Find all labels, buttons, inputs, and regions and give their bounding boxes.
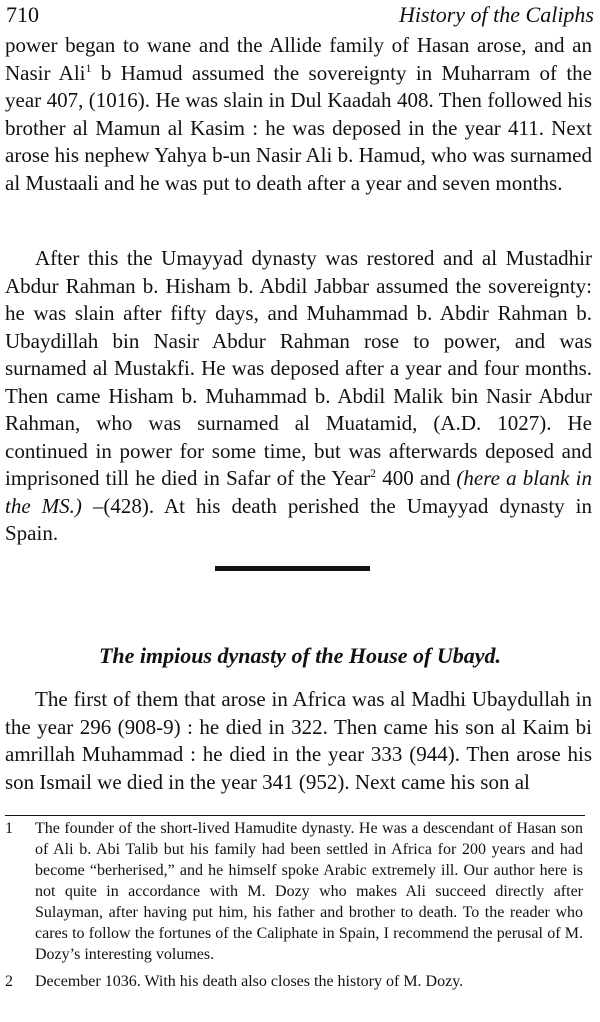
footnote-reference: 1	[85, 60, 92, 75]
paragraph-text: power began to wane and the Allide family of Hasan arose, and an Nasir Ali	[5, 33, 592, 85]
footnote-reference: 2	[370, 466, 377, 480]
italic-note: (here a blank in the MS.)	[5, 466, 592, 518]
page-header	[6, 2, 594, 30]
footnote-2	[5, 971, 583, 992]
paragraph-ubayd: The first of them that arose in Africa was al Madhi Ubaydullah in the year 296 (908-9) : he died in 322. Then came his son al Kaim bi amrillah Muhammad : he died in the year 333 (944). Then arose his son Ismail we died in the year 341 (952). Next came his son al	[5, 687, 592, 794]
running-title: History of the Caliphs	[399, 2, 594, 27]
footnote-rule	[5, 815, 585, 816]
footnote-number: 1	[5, 820, 13, 837]
paragraph-umayyad-restored	[5, 245, 592, 548]
paragraph-hamudite	[5, 32, 592, 197]
footnote-1	[5, 818, 583, 965]
paragraph-text: After this the Umayyad dynasty was restored and al Mustadhir Abdur Rahman b. Hisham b. Abdil Jabbar assumed the sovereignty: he was slain after fifty days, and Muhammad b. Abdir Rahman b. Ubaydillah bin Nasir Abdur Rahman rose to power, and was surnamed al Mustakfi. He was deposed after a year and four months. Then came Hisham b. Muhammad b. Abdil Malik bin Nasir Abdur Rahman, who was surnamed al Muatamid, (A.D. 1027). He continued in power for some time, but was afterwards deposed and imprisoned till he died in Safar of the Year	[5, 246, 592, 490]
paragraph-text: 400 and	[376, 466, 457, 490]
page-number: 710	[6, 2, 39, 27]
footnotes	[5, 818, 583, 998]
footnote-text: The founder of the short-lived Hamudite dynasty. He was a descendant of Hasan son of Ali b. Abi Talib but his family had been settled in Africa for 200 years and had become “berherised,” and he himself spoke Arabic extremely ill. Our author here is not quite in accordance with M. Dozy who makes Ali succeed directly after Sulayman, after having put him, his father and brother to death. To the reader who cares to follow the fortunes of the Caliphate in Spain, I recommend the perusal of M. Dozy’s interesting volumes.	[35, 820, 583, 963]
footnote-text: December 1036. With his death also closes the history of M. Dozy.	[35, 973, 464, 990]
paragraph-text: b Hamud assumed the sovereignty in Muharram of the year 407, (1016). He was slain in Dul Kaadah 408. Then followed his brother al Mamun al Kasim : he was deposed in the year 411. Next arose his nephew Yahya b-un Nasir Ali b. Hamud, who was surnamed al Mustaali and he was put to death after a year and seven months.	[5, 60, 592, 195]
section-title: The impious dynasty of the House of Ubayd.	[98, 643, 502, 668]
section-divider	[215, 566, 370, 571]
footnote-number: 2	[5, 973, 13, 990]
paragraph-text: –(428). At his death perished the Umayyad dynasty in Spain.	[5, 493, 592, 545]
